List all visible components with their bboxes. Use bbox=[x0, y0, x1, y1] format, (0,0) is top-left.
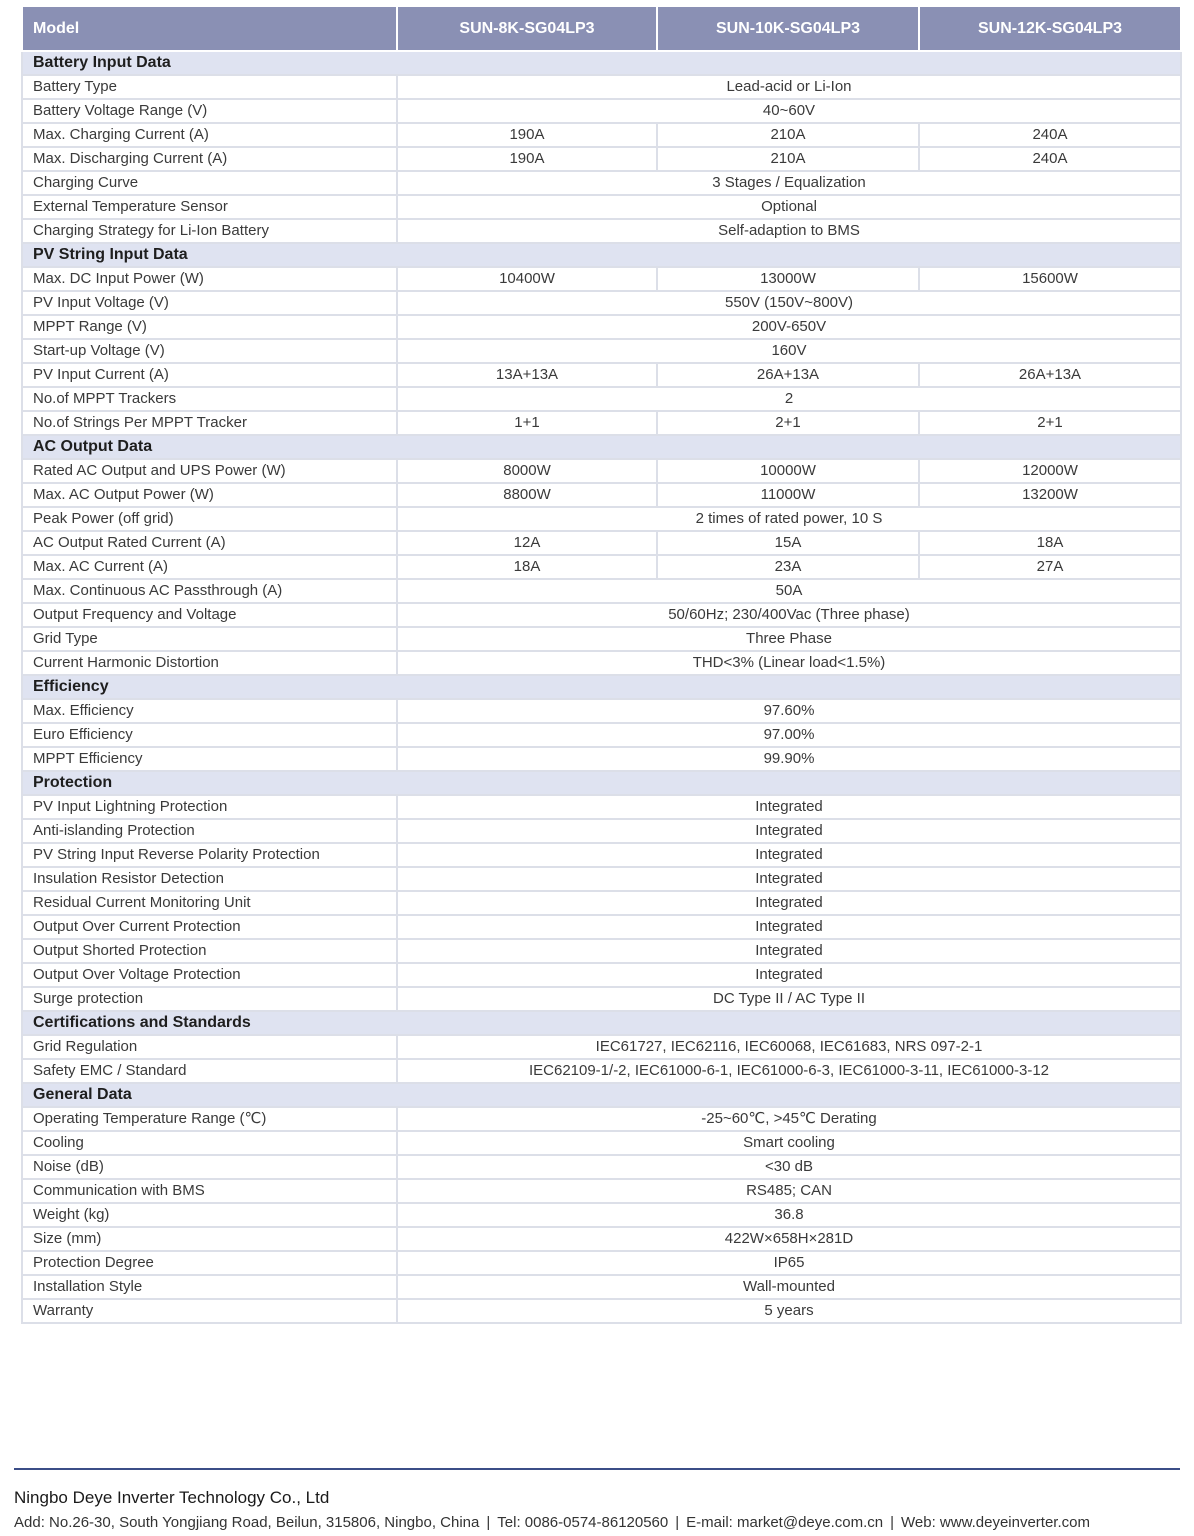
spec-value: 40~60V bbox=[397, 99, 1181, 123]
spec-value: 12000W bbox=[919, 459, 1181, 483]
spec-label: Noise (dB) bbox=[22, 1155, 397, 1179]
spec-value: 190A bbox=[397, 123, 657, 147]
spec-label: Output Frequency and Voltage bbox=[22, 603, 397, 627]
spec-value: Integrated bbox=[397, 867, 1181, 891]
table-row bbox=[22, 291, 1181, 315]
spec-label: Max. Efficiency bbox=[22, 699, 397, 723]
spec-value: IP65 bbox=[397, 1251, 1181, 1275]
section-row bbox=[22, 51, 1181, 75]
spec-label: Protection Degree bbox=[22, 1251, 397, 1275]
spec-value: Integrated bbox=[397, 819, 1181, 843]
table-body bbox=[22, 51, 1181, 1323]
spec-label: Safety EMC / Standard bbox=[22, 1059, 397, 1083]
spec-label: Charging Strategy for Li-Ion Battery bbox=[22, 219, 397, 243]
spec-value: 160V bbox=[397, 339, 1181, 363]
spec-value: 190A bbox=[397, 147, 657, 171]
spec-label: Communication with BMS bbox=[22, 1179, 397, 1203]
section-row bbox=[22, 771, 1181, 795]
spec-value: 26A+13A bbox=[919, 363, 1181, 387]
table-row bbox=[22, 315, 1181, 339]
spec-value: 99.90% bbox=[397, 747, 1181, 771]
spec-value: Integrated bbox=[397, 939, 1181, 963]
spec-label: Anti-islanding Protection bbox=[22, 819, 397, 843]
spec-value: 11000W bbox=[657, 483, 919, 507]
section-title: Efficiency bbox=[22, 675, 1181, 699]
table-row bbox=[22, 891, 1181, 915]
spec-value: 13A+13A bbox=[397, 363, 657, 387]
address: Add: No.26-30, South Yongjiang Road, Beilun, 315806, Ningbo, China bbox=[14, 1514, 480, 1531]
table-row bbox=[22, 699, 1181, 723]
spec-value: Integrated bbox=[397, 963, 1181, 987]
table-row bbox=[22, 531, 1181, 555]
spec-value: <30 dB bbox=[397, 1155, 1181, 1179]
table-row bbox=[22, 267, 1181, 291]
spec-label: PV Input Lightning Protection bbox=[22, 795, 397, 819]
section-row bbox=[22, 675, 1181, 699]
spec-label: MPPT Efficiency bbox=[22, 747, 397, 771]
spec-value: 2+1 bbox=[919, 411, 1181, 435]
spec-value: Three Phase bbox=[397, 627, 1181, 651]
spec-label: Output Shorted Protection bbox=[22, 939, 397, 963]
spec-label: Installation Style bbox=[22, 1275, 397, 1299]
table-row bbox=[22, 339, 1181, 363]
table-row bbox=[22, 1275, 1181, 1299]
spec-label: Grid Type bbox=[22, 627, 397, 651]
spec-value: 13200W bbox=[919, 483, 1181, 507]
spec-value: 210A bbox=[657, 147, 919, 171]
spec-value: 23A bbox=[657, 555, 919, 579]
spec-label: Battery Voltage Range (V) bbox=[22, 99, 397, 123]
spec-value: 3 Stages / Equalization bbox=[397, 171, 1181, 195]
footer-divider bbox=[14, 1468, 1180, 1470]
spec-label: Warranty bbox=[22, 1299, 397, 1323]
spec-value: 2 bbox=[397, 387, 1181, 411]
spec-value: 550V (150V~800V) bbox=[397, 291, 1181, 315]
spec-label: Output Over Voltage Protection bbox=[22, 963, 397, 987]
table-row bbox=[22, 195, 1181, 219]
spec-value: 10400W bbox=[397, 267, 657, 291]
table-row bbox=[22, 219, 1181, 243]
spec-value: 2 times of rated power, 10 S bbox=[397, 507, 1181, 531]
spec-value: Integrated bbox=[397, 843, 1181, 867]
separator: | bbox=[675, 1514, 680, 1531]
section-row bbox=[22, 1083, 1181, 1107]
spec-label: Weight (kg) bbox=[22, 1203, 397, 1227]
spec-value: RS485; CAN bbox=[397, 1179, 1181, 1203]
spec-label: MPPT Range (V) bbox=[22, 315, 397, 339]
spec-value: Lead-acid or Li-Ion bbox=[397, 75, 1181, 99]
table-row bbox=[22, 843, 1181, 867]
table-row bbox=[22, 507, 1181, 531]
table-row bbox=[22, 147, 1181, 171]
spec-value: 2+1 bbox=[657, 411, 919, 435]
spec-label: Insulation Resistor Detection bbox=[22, 867, 397, 891]
spec-value: 97.60% bbox=[397, 699, 1181, 723]
website-link[interactable]: Web: www.deyeinverter.com bbox=[901, 1514, 1090, 1531]
section-title: AC Output Data bbox=[22, 435, 1181, 459]
spec-value: 13000W bbox=[657, 267, 919, 291]
spec-label: Cooling bbox=[22, 1131, 397, 1155]
table-row bbox=[22, 651, 1181, 675]
contact-line bbox=[14, 1514, 1184, 1531]
table-row bbox=[22, 747, 1181, 771]
section-title: Battery Input Data bbox=[22, 51, 1181, 75]
table-row bbox=[22, 1035, 1181, 1059]
table-row bbox=[22, 1179, 1181, 1203]
table-row bbox=[22, 963, 1181, 987]
table-header bbox=[22, 6, 1181, 51]
spec-label: Size (mm) bbox=[22, 1227, 397, 1251]
table-row bbox=[22, 1155, 1181, 1179]
table-row bbox=[22, 363, 1181, 387]
section-title: Certifications and Standards bbox=[22, 1011, 1181, 1035]
spec-value: -25~60℃, >45℃ Derating bbox=[397, 1107, 1181, 1131]
table-row bbox=[22, 915, 1181, 939]
section-row bbox=[22, 1011, 1181, 1035]
spec-value: Integrated bbox=[397, 795, 1181, 819]
spec-label: Surge protection bbox=[22, 987, 397, 1011]
table-row bbox=[22, 723, 1181, 747]
spec-label: PV Input Current (A) bbox=[22, 363, 397, 387]
separator: | bbox=[890, 1514, 895, 1531]
section-title: General Data bbox=[22, 1083, 1181, 1107]
spec-label: Grid Regulation bbox=[22, 1035, 397, 1059]
table-row bbox=[22, 819, 1181, 843]
spec-label: Start-up Voltage (V) bbox=[22, 339, 397, 363]
table-row bbox=[22, 1227, 1181, 1251]
email-link[interactable]: E-mail: market@deye.com.cn bbox=[686, 1514, 884, 1531]
table-row bbox=[22, 123, 1181, 147]
spec-value: 26A+13A bbox=[657, 363, 919, 387]
spec-value: 210A bbox=[657, 123, 919, 147]
spec-label: Operating Temperature Range (℃) bbox=[22, 1107, 397, 1131]
spec-value: 12A bbox=[397, 531, 657, 555]
table-row bbox=[22, 795, 1181, 819]
spec-label: No.of Strings Per MPPT Tracker bbox=[22, 411, 397, 435]
spec-label: Peak Power (off grid) bbox=[22, 507, 397, 531]
table-row bbox=[22, 1131, 1181, 1155]
spec-value: 50/60Hz; 230/400Vac (Three phase) bbox=[397, 603, 1181, 627]
spec-value: 1+1 bbox=[397, 411, 657, 435]
spec-label: AC Output Rated Current (A) bbox=[22, 531, 397, 555]
spec-label: Max. Charging Current (A) bbox=[22, 123, 397, 147]
spec-value: 15A bbox=[657, 531, 919, 555]
section-title: Protection bbox=[22, 771, 1181, 795]
spec-label: Max. Discharging Current (A) bbox=[22, 147, 397, 171]
spec-value: 18A bbox=[919, 531, 1181, 555]
model-column-header: SUN-10K-SG04LP3 bbox=[657, 6, 919, 51]
table-row bbox=[22, 987, 1181, 1011]
spec-label: Max. DC Input Power (W) bbox=[22, 267, 397, 291]
spec-value: 27A bbox=[919, 555, 1181, 579]
spec-value: 240A bbox=[919, 123, 1181, 147]
spec-label: Max. AC Output Power (W) bbox=[22, 483, 397, 507]
spec-value: Wall-mounted bbox=[397, 1275, 1181, 1299]
spec-value: IEC62109-1/-2, IEC61000-6-1, IEC61000-6-3, IEC61000-3-11, IEC61000-3-12 bbox=[397, 1059, 1181, 1083]
spec-value: 36.8 bbox=[397, 1203, 1181, 1227]
spec-label: External Temperature Sensor bbox=[22, 195, 397, 219]
model-column-header: SUN-12K-SG04LP3 bbox=[919, 6, 1181, 51]
spec-value: 5 years bbox=[397, 1299, 1181, 1323]
section-title: PV String Input Data bbox=[22, 243, 1181, 267]
spec-value: 240A bbox=[919, 147, 1181, 171]
table-row bbox=[22, 555, 1181, 579]
spec-value: Smart cooling bbox=[397, 1131, 1181, 1155]
table-row bbox=[22, 1299, 1181, 1323]
spec-label: No.of MPPT Trackers bbox=[22, 387, 397, 411]
spec-value: 200V-650V bbox=[397, 315, 1181, 339]
table-row bbox=[22, 411, 1181, 435]
spec-label: Output Over Current Protection bbox=[22, 915, 397, 939]
table-row bbox=[22, 603, 1181, 627]
table-row bbox=[22, 459, 1181, 483]
spec-value: THD<3% (Linear load<1.5%) bbox=[397, 651, 1181, 675]
separator: | bbox=[486, 1514, 491, 1531]
spec-value: 8000W bbox=[397, 459, 657, 483]
spec-value: IEC61727, IEC62116, IEC60068, IEC61683, NRS 097-2-1 bbox=[397, 1035, 1181, 1059]
spec-value: Integrated bbox=[397, 915, 1181, 939]
spec-value: Integrated bbox=[397, 891, 1181, 915]
spec-value: 18A bbox=[397, 555, 657, 579]
model-column-header: SUN-8K-SG04LP3 bbox=[397, 6, 657, 51]
spec-label: Residual Current Monitoring Unit bbox=[22, 891, 397, 915]
table-row bbox=[22, 579, 1181, 603]
table-row bbox=[22, 387, 1181, 411]
table-row bbox=[22, 867, 1181, 891]
spec-label: PV Input Voltage (V) bbox=[22, 291, 397, 315]
telephone: Tel: 0086-0574-86120560 bbox=[497, 1514, 669, 1531]
table-row bbox=[22, 939, 1181, 963]
table-row bbox=[22, 627, 1181, 651]
spec-value: DC Type II / AC Type II bbox=[397, 987, 1181, 1011]
spec-value: Optional bbox=[397, 195, 1181, 219]
section-row bbox=[22, 435, 1181, 459]
spec-label: Battery Type bbox=[22, 75, 397, 99]
spec-label: PV String Input Reverse Polarity Protection bbox=[22, 843, 397, 867]
section-row bbox=[22, 243, 1181, 267]
table-row bbox=[22, 1059, 1181, 1083]
table-row bbox=[22, 171, 1181, 195]
spec-value: 15600W bbox=[919, 267, 1181, 291]
table-row bbox=[22, 99, 1181, 123]
table-row bbox=[22, 1251, 1181, 1275]
spec-value: Self-adaption to BMS bbox=[397, 219, 1181, 243]
company-name: Ningbo Deye Inverter Technology Co., Ltd bbox=[14, 1488, 330, 1507]
spec-label: Max. Continuous AC Passthrough (A) bbox=[22, 579, 397, 603]
spec-table bbox=[21, 5, 1182, 1324]
spec-label: Max. AC Current (A) bbox=[22, 555, 397, 579]
spec-label: Euro Efficiency bbox=[22, 723, 397, 747]
table-row bbox=[22, 75, 1181, 99]
spec-value: 10000W bbox=[657, 459, 919, 483]
spec-value: 422W×658H×281D bbox=[397, 1227, 1181, 1251]
spec-value: 8800W bbox=[397, 483, 657, 507]
spec-label: Current Harmonic Distortion bbox=[22, 651, 397, 675]
header-row bbox=[22, 6, 1181, 51]
table-row bbox=[22, 483, 1181, 507]
model-header: Model bbox=[22, 6, 397, 51]
spec-label: Rated AC Output and UPS Power (W) bbox=[22, 459, 397, 483]
spec-value: 50A bbox=[397, 579, 1181, 603]
spec-value: 97.00% bbox=[397, 723, 1181, 747]
table-row bbox=[22, 1203, 1181, 1227]
table-row bbox=[22, 1107, 1181, 1131]
spec-label: Charging Curve bbox=[22, 171, 397, 195]
